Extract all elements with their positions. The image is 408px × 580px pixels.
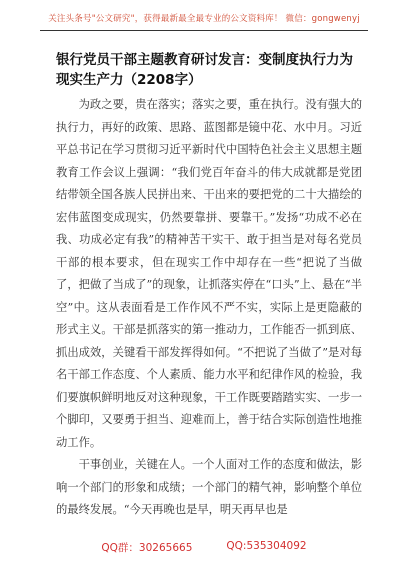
document-title: 银行党员干部主题教育研讨发言：变制度执行力为现实生产力（2208字）	[56, 52, 353, 88]
body-paragraph: 为政之要，贵在落实；落实之要，重在执行。没有强大的执行力，再好的政策、思路、蓝图都是镜中花、水中月。习近平总书记在学习贯彻习近平新时代中国特色社会主义思想主题教育工作会议上强调：“我们党百年奋斗的伟大成就都是党团结带领全国各族人民拼出来、干出来的要把党的二十大描绘的宏伟蓝图变成现实，仍然要靠拼、要靠干。”发扬“功成不必在我、功成必定有我”的精神苦干实干、敢于担当是对每名党员干部的根本要求，但在现实工作中却存在一些“把说了当做了，把做了当成了”的现象，让抓落实停在“口头”上、悬在“半空”中。这从表面看是工作作风不严不实，实际上是更隐蔽的形式主义。干部是抓落实的第一推动力，工作能否一抓到底、抓出成效，关键看干部发挥得如何。“不把说了当做了”是对每名干部工作态度、个人素质、能力水平和纪律作风的检验，我们要旗帜鲜明地反对这种现象，干工作既要踏踏实实、一步一个脚印，又要勇于担当、迎难而上，善于结合实际创造性地推动工作。	[56, 98, 362, 449]
body-paragraph: 干事创业，关键在人。一个人面对工作的态度和做法，影响一个部门的形象和成绩；一个部门的精气神，影响整个单位的最终发展。“今天再晚也是早，明天再早也是	[56, 458, 362, 516]
footer-qq-group: QQ群：30265665	[101, 542, 193, 554]
footer-qq: QQ:535304092	[226, 540, 307, 552]
header-divider	[40, 30, 368, 31]
header-banner: 关注头条号"公文研究"，获得最新最全最专业的公文资料库！ 微信：gongwenyj	[48, 14, 360, 24]
document-body	[56, 94, 362, 522]
footer	[0, 540, 408, 555]
